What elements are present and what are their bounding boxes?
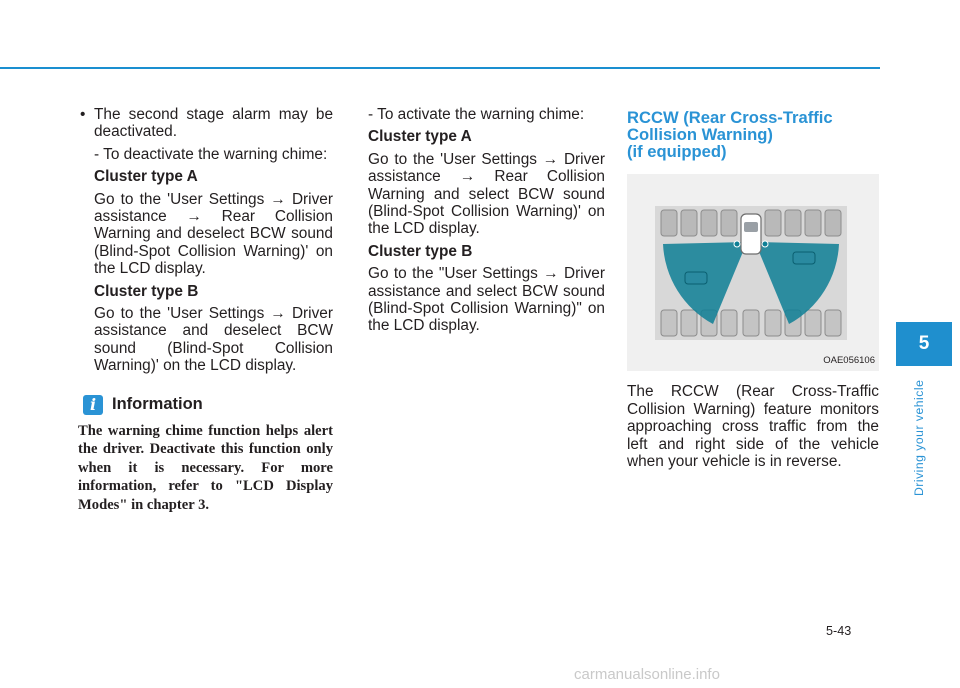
left-column — [78, 106, 333, 514]
parked-car — [721, 210, 737, 236]
cluster-b-text: Go to the 'User Settings → Driver assistance and deselect BCW sound (Blind-Spot Collision Warning)' on the LCD display. — [94, 305, 333, 375]
parked-car — [701, 210, 717, 236]
parked-car — [805, 210, 821, 236]
parked-car — [661, 210, 677, 236]
parking-lot-diagram — [655, 206, 847, 340]
page-number: 5-43 — [826, 624, 852, 638]
approaching-car-left — [685, 272, 707, 284]
header-rule — [0, 67, 880, 69]
parked-car — [785, 210, 801, 236]
right-sensor-icon — [762, 241, 768, 247]
deactivate-intro: - To deactivate the warning chime: — [94, 145, 328, 163]
right-column — [627, 106, 879, 470]
info-icon: i — [83, 395, 103, 415]
reversing-vehicle — [741, 214, 761, 254]
section-title-line-1: RCCW (Rear Cross-Traffic — [627, 108, 833, 127]
parked-car — [805, 310, 821, 336]
cluster-a-text-2: Go to the 'User Settings → Driver assistance → Rear Collision Warning and select BCW sound (Blind-Spot Collision Warning)' on the LCD display. — [368, 150, 605, 238]
section-title-line-3: (if equipped) — [627, 141, 727, 161]
section-title-line-2: Collision Warning) — [627, 124, 773, 144]
parked-car — [765, 210, 781, 236]
cluster-b-text-2: Go to the "User Settings → Driver assistance and select BCW sound (Blind-Spot Collision Warning)" on the LCD display. — [368, 265, 605, 335]
parked-car — [825, 310, 841, 336]
rccw-description: The RCCW (Rear Cross-Traffic Collision Warning) feature monitors approaching cross traffic from the left and right side of the vehicle when your vehicle is in reverse. — [627, 383, 879, 471]
middle-column — [368, 106, 605, 335]
parked-car — [825, 210, 841, 236]
parked-car — [765, 310, 781, 336]
rccw-illustration — [627, 174, 879, 371]
parked-car — [721, 310, 737, 336]
parked-car — [681, 210, 697, 236]
figure-code: OAE056106 — [823, 354, 875, 366]
activate-intro: - To activate the warning chime: — [368, 106, 585, 123]
bullet-second-stage-alarm: • The second stage alarm may be deactivated. — [78, 106, 333, 141]
information-text: The warning chime function helps alert the driver. Deactivate this function only when it is necessary. For more information, refer to "LCD Display Modes" in chapter 3. — [78, 422, 333, 513]
parked-car — [743, 310, 759, 336]
cluster-b-label: Cluster type B — [94, 282, 199, 300]
parked-car — [681, 310, 697, 336]
cluster-b-label-2: Cluster type B — [368, 242, 473, 260]
information-title: Information — [112, 394, 203, 413]
cluster-a-label-2: Cluster type A — [368, 128, 472, 146]
chapter-tab: 5 — [896, 322, 952, 366]
parked-car — [661, 310, 677, 336]
approaching-car-right — [793, 252, 815, 264]
watermark: carmanualsonline.info — [574, 666, 720, 683]
chapter-label: Driving your vehicle — [912, 379, 926, 496]
vehicle-windshield — [744, 222, 758, 232]
information-header — [78, 395, 333, 415]
cluster-a-text: Go to the 'User Settings → Driver assistance → Rear Collision Warning and deselect BCW sound (Blind-Spot Collision Warning)' on the LCD display. — [94, 190, 333, 278]
cluster-a-label: Cluster type A — [94, 168, 198, 186]
left-sensor-icon — [734, 241, 740, 247]
